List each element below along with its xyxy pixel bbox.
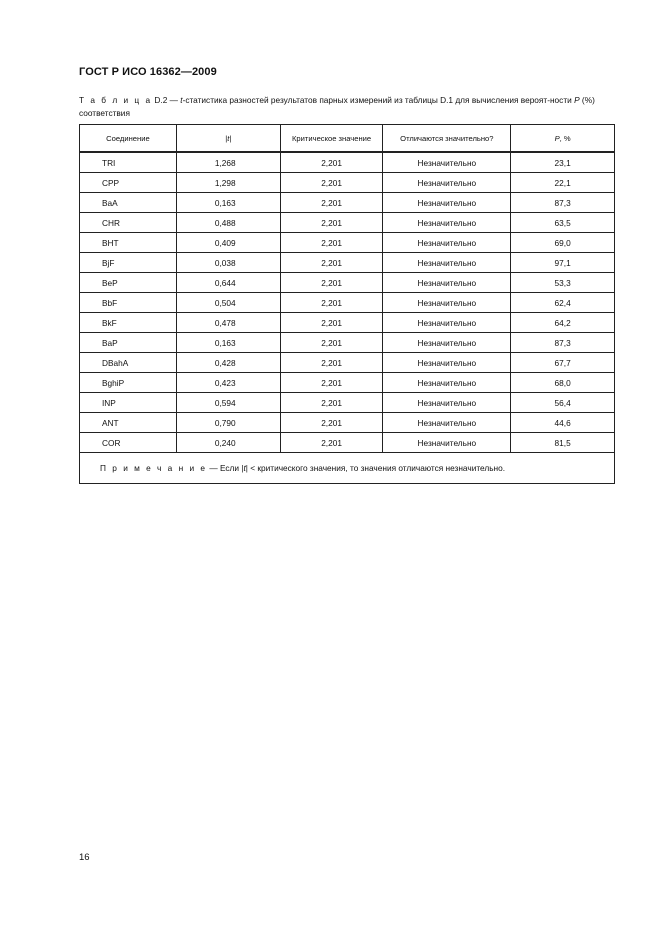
table-row	[80, 333, 615, 353]
table-row	[80, 173, 615, 193]
cell-critical-value: 2,201	[280, 152, 383, 173]
caption-number: D.2 —	[154, 95, 181, 105]
document-header: ГОСТ Р ИСО 16362—2009	[79, 66, 217, 78]
cell-compound: BghiP	[80, 373, 177, 393]
cell-critical-value: 2,201	[280, 313, 383, 333]
cell-compound: ANT	[80, 413, 177, 433]
cell-t-value: 0,504	[176, 293, 280, 313]
cell-critical-value: 2,201	[280, 393, 383, 413]
cell-compound: CPP	[80, 173, 177, 193]
cell-compound: BjF	[80, 253, 177, 273]
cell-p-percent: 97,1	[511, 253, 615, 273]
cell-compound: CHR	[80, 213, 177, 233]
note-t-symbol: t	[243, 463, 246, 473]
cell-p-percent: 64,2	[511, 313, 615, 333]
cell-p-percent: 53,3	[511, 273, 615, 293]
cell-t-value: 0,644	[176, 273, 280, 293]
table-row	[80, 313, 615, 333]
cell-p-percent: 62,4	[511, 293, 615, 313]
cell-compound: DBahA	[80, 353, 177, 373]
cell-critical-value: 2,201	[280, 293, 383, 313]
cell-differ: Незначительно	[383, 253, 511, 273]
cell-p-percent: 23,1	[511, 152, 615, 173]
cell-t-value: 0,409	[176, 233, 280, 253]
header-p-percent: P, %	[511, 125, 615, 153]
cell-t-value: 0,488	[176, 213, 280, 233]
cell-differ: Незначительно	[383, 293, 511, 313]
note-text-before: — Если |	[207, 463, 244, 473]
cell-differ: Незначительно	[383, 273, 511, 293]
header-differ: Отличаются значительно?	[383, 125, 511, 153]
table-note	[80, 453, 615, 484]
cell-critical-value: 2,201	[280, 353, 383, 373]
page-number: 16	[79, 852, 90, 863]
cell-differ: Незначительно	[383, 173, 511, 193]
header-t-abs: |t|	[176, 125, 280, 153]
cell-compound: COR	[80, 433, 177, 453]
cell-differ: Незначительно	[383, 393, 511, 413]
table-note-row	[80, 453, 615, 484]
note-label: П р и м е ч а н и е	[100, 463, 208, 473]
cell-critical-value: 2,201	[280, 273, 383, 293]
cell-compound: BHT	[80, 233, 177, 253]
table-row	[80, 393, 615, 413]
cell-critical-value: 2,201	[280, 433, 383, 453]
cell-compound: BkF	[80, 313, 177, 333]
cell-p-percent: 67,7	[511, 353, 615, 373]
cell-differ: Незначительно	[383, 213, 511, 233]
table-body	[80, 152, 615, 484]
table-header-row	[80, 125, 615, 153]
caption-t-symbol: t	[180, 95, 183, 105]
note-text-after: | < критического значения, то значения отличаются незначительно.	[245, 463, 506, 473]
table-row	[80, 213, 615, 233]
cell-t-value: 0,790	[176, 413, 280, 433]
table-row	[80, 152, 615, 173]
table-row	[80, 433, 615, 453]
cell-p-percent: 87,3	[511, 193, 615, 213]
table-row	[80, 413, 615, 433]
caption-text-part1: -статистика разностей результатов парных измерений из таблицы D.1 для вычисления вероят-ности	[182, 95, 575, 105]
header-compound: Соединение	[80, 125, 177, 153]
cell-p-percent: 81,5	[511, 433, 615, 453]
cell-t-value: 0,163	[176, 193, 280, 213]
cell-p-percent: 69,0	[511, 233, 615, 253]
cell-p-percent: 56,4	[511, 393, 615, 413]
cell-t-value: 0,240	[176, 433, 280, 453]
table-row	[80, 233, 615, 253]
cell-compound: BaP	[80, 333, 177, 353]
table-row	[80, 373, 615, 393]
cell-compound: BeP	[80, 273, 177, 293]
cell-t-value: 0,423	[176, 373, 280, 393]
cell-compound: BaA	[80, 193, 177, 213]
table-row	[80, 273, 615, 293]
cell-critical-value: 2,201	[280, 373, 383, 393]
header-critical: Критическое значение	[280, 125, 383, 153]
table-row	[80, 293, 615, 313]
caption-p-symbol: P	[574, 95, 580, 105]
table-caption	[79, 94, 619, 120]
cell-differ: Незначительно	[383, 233, 511, 253]
table-row	[80, 353, 615, 373]
cell-differ: Незначительно	[383, 333, 511, 353]
table-row	[80, 253, 615, 273]
cell-differ: Незначительно	[383, 193, 511, 213]
cell-t-value: 1,268	[176, 152, 280, 173]
cell-critical-value: 2,201	[280, 213, 383, 233]
cell-p-percent: 63,5	[511, 213, 615, 233]
table-row	[80, 193, 615, 213]
cell-t-value: 0,163	[176, 333, 280, 353]
cell-differ: Незначительно	[383, 373, 511, 393]
cell-critical-value: 2,201	[280, 413, 383, 433]
cell-t-value: 1,298	[176, 173, 280, 193]
cell-compound: BbF	[80, 293, 177, 313]
cell-t-value: 0,478	[176, 313, 280, 333]
cell-t-value: 0,038	[176, 253, 280, 273]
cell-p-percent: 87,3	[511, 333, 615, 353]
caption-text-part2: (%) соответствия	[79, 95, 595, 118]
cell-critical-value: 2,201	[280, 333, 383, 353]
cell-critical-value: 2,201	[280, 253, 383, 273]
cell-differ: Незначительно	[383, 433, 511, 453]
cell-compound: INP	[80, 393, 177, 413]
cell-p-percent: 22,1	[511, 173, 615, 193]
cell-p-percent: 68,0	[511, 373, 615, 393]
cell-p-percent: 44,6	[511, 413, 615, 433]
cell-t-value: 0,428	[176, 353, 280, 373]
cell-critical-value: 2,201	[280, 233, 383, 253]
cell-compound: TRI	[80, 152, 177, 173]
cell-differ: Незначительно	[383, 313, 511, 333]
cell-critical-value: 2,201	[280, 193, 383, 213]
caption-label: Т а б л и ц а	[79, 95, 153, 105]
cell-t-value: 0,594	[176, 393, 280, 413]
cell-critical-value: 2,201	[280, 173, 383, 193]
cell-differ: Незначительно	[383, 152, 511, 173]
cell-differ: Незначительно	[383, 413, 511, 433]
cell-differ: Незначительно	[383, 353, 511, 373]
statistics-table	[79, 124, 615, 484]
